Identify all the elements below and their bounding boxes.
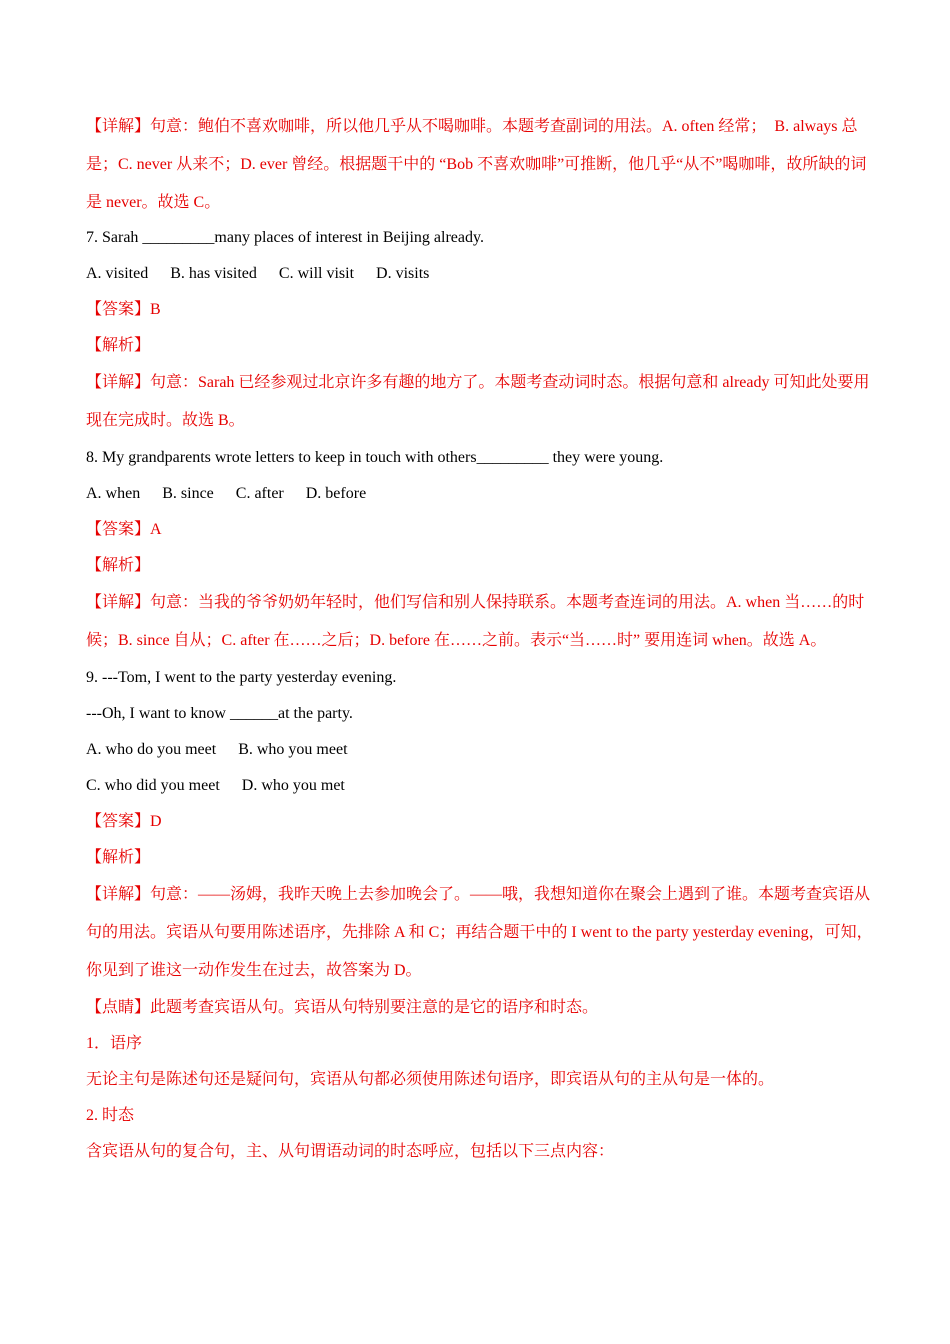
q9-option-c: C. who did you meet: [86, 777, 220, 794]
q9-options-row-2: [86, 768, 876, 804]
q9-option-b: B. who you meet: [238, 741, 348, 758]
q7-answer: 【答案】B: [86, 301, 161, 318]
q9-analysis: 【解析】: [86, 849, 151, 866]
q9-answer: 【答案】D: [86, 813, 162, 830]
q9-options-row-1: [86, 732, 876, 768]
q9-detail: 【详解】句意：——汤姆，我昨天晚上去参加晚会了。——哦，我想知道你在聚会上遇到了谁。本题考查宾语从句的用法。宾语从句要用陈述语序，先排除 A 和 C；再结合题干中的 I went to the party yesterday evening，可知，你见到了谁这一动作发生在过去，故答案为 D。: [86, 886, 873, 979]
tip-heading: 【点睛】此题考查宾语从句。宾语从句特别要注意的是它的语序和时态。: [86, 999, 599, 1016]
q7-option-d: D. visits: [376, 265, 430, 282]
q7-analysis: 【解析】: [86, 337, 151, 354]
q7-option-b: B. has visited: [170, 265, 257, 282]
q7-option-c: C. will visit: [278, 265, 355, 282]
tip-point-1-text: 无论主句是陈述句还是疑问句，宾语从句都必须使用陈述句语序，即宾语从句的主从句是一体的。: [86, 1071, 775, 1088]
q9-option-d: D. who you met: [241, 777, 345, 794]
tip-point-2-text: 含宾语从句的复合句，主、从句谓语动词的时态呼应，包括以下三点内容：: [86, 1143, 615, 1160]
q8-options: [86, 476, 876, 512]
q6-detail: 【详解】句意：鲍伯不喜欢咖啡，所以他几乎从不喝咖啡。本题考查副词的用法。A. often 经常； B. always 总是；C. never 从来不；D. ever 曾经。根据题干中的 “Bob 不喜欢咖啡”可推断，他几乎“从不”喝咖啡，故所缺的词是 never。故选 C。: [86, 118, 867, 211]
q8-analysis: 【解析】: [86, 557, 151, 574]
q7-stem: 7. Sarah _________many places of interest in Beijing already.: [86, 229, 484, 246]
q8-detail: 【详解】句意：当我的爷爷奶奶年轻时，他们写信和别人保持联系。本题考查连词的用法。A. when 当……的时候；B. since 自从；C. after 在……之后；D. before 在……之前。表示“当……时” 要用连词 when。故选 A。: [86, 594, 865, 649]
tip-point-2-title: 2. 时态: [86, 1107, 135, 1124]
q7-options: [86, 256, 876, 292]
q8-option-d: D. before: [305, 485, 367, 502]
q8-option-c: C. after: [235, 485, 284, 502]
q9-option-a: A. who do you meet: [86, 741, 217, 758]
q8-answer: 【答案】A: [86, 521, 162, 538]
document-content: [86, 108, 876, 1170]
q7-detail: 【详解】句意：Sarah 已经参观过北京许多有趣的地方了。本题考查动词时态。根据句意和 already 可知此处要用现在完成时。故选 B。: [86, 374, 870, 429]
q9-stem-2: ---Oh, I want to know ______at the party.: [86, 705, 353, 722]
q8-option-b: B. since: [162, 485, 214, 502]
q9-stem-1: 9. ---Tom, I went to the party yesterday evening.: [86, 669, 397, 686]
q8-stem: 8. My grandparents wrote letters to keep in touch with others_________ they were young.: [86, 449, 664, 466]
q8-option-a: A. when: [86, 485, 141, 502]
q7-option-a: A. visited: [86, 265, 149, 282]
tip-point-1-title: 1．语序: [86, 1035, 143, 1052]
